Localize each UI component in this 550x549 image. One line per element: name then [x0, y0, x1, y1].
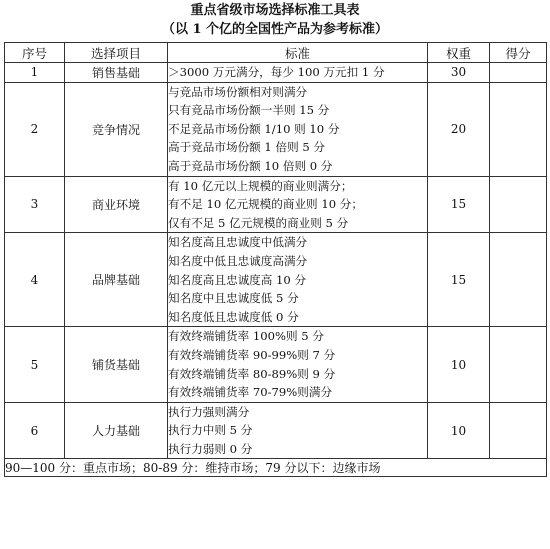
- row-standard: [168, 82, 428, 176]
- row-score: [490, 233, 547, 327]
- table-body: [5, 63, 547, 459]
- table-subtitle: （以 1 个亿的全国性产品为参考标准）: [161, 22, 389, 37]
- row-standard: [168, 63, 428, 83]
- row-index: 5: [5, 327, 65, 402]
- row-item: 商业环境: [65, 176, 168, 233]
- table-row: [5, 402, 547, 459]
- standard-line: 知名度中低且忠诚度高满分: [168, 253, 308, 268]
- table-row: [5, 233, 547, 327]
- standard-line: 知名度高且忠诚度高 10 分: [168, 272, 307, 287]
- row-item: 人力基础: [65, 402, 168, 459]
- header-score: 得分: [490, 43, 547, 63]
- standard-line: 有效终端铺货率 100%则 5 分: [168, 329, 324, 344]
- row-weight: 10: [428, 327, 490, 402]
- row-index: 4: [5, 233, 65, 327]
- standard-line: ＞3000 万元满分，每少 100 万元扣 1 分: [168, 65, 385, 79]
- row-item: 竞争情况: [65, 82, 168, 176]
- standard-line: 知名度低且忠诚度低 0 分: [168, 309, 299, 324]
- standard-line: 仅有不足 5 亿元规模的商业则 5 分: [168, 215, 349, 230]
- header-index: 序号: [5, 43, 65, 63]
- standard-line: 知名度高且忠诚度中低满分: [168, 235, 308, 250]
- standard-line: 高于竞品市场份额 1 倍则 5 分: [168, 140, 326, 155]
- standard-line: 有不足 10 亿元规模的商业则 10 分；: [168, 197, 363, 212]
- standard-line: 高于竞品市场份额 10 倍则 0 分: [168, 158, 333, 173]
- row-standard: [168, 327, 428, 402]
- table-header-row: [5, 43, 547, 63]
- row-index: 3: [5, 176, 65, 233]
- selection-criteria-table: [4, 42, 547, 477]
- row-weight: 30: [428, 63, 490, 83]
- row-item: 销售基础: [65, 63, 168, 83]
- standard-line: 不足竞品市场份额 1/10 则 10 分: [168, 121, 340, 136]
- row-index: 1: [5, 63, 65, 83]
- row-weight: 15: [428, 176, 490, 233]
- row-index: 6: [5, 402, 65, 459]
- standard-line: 执行力强则满分: [168, 404, 250, 419]
- header-item: 选择项目: [65, 43, 168, 63]
- row-weight: 10: [428, 402, 490, 459]
- footer-row: [5, 459, 547, 477]
- row-standard: [168, 233, 428, 327]
- header-weight: 权重: [428, 43, 490, 63]
- standard-line: 执行力弱则 0 分: [168, 441, 253, 456]
- row-score: [490, 82, 547, 176]
- row-score: [490, 327, 547, 402]
- row-score: [490, 63, 547, 83]
- table-row: [5, 82, 547, 176]
- row-weight: 20: [428, 82, 490, 176]
- row-item: 铺货基础: [65, 327, 168, 402]
- table-row: [5, 327, 547, 402]
- row-score: [490, 402, 547, 459]
- standard-line: 有 10 亿元以上规模的商业则满分；: [168, 178, 353, 193]
- standard-line: 有效终端铺货率 80-89%则 9 分: [168, 366, 336, 381]
- standard-line: 有效终端铺货率 90-99%则 7 分: [168, 347, 336, 362]
- row-score: [490, 176, 547, 233]
- standard-line: 与竞品市场份额相对则满分: [168, 84, 308, 99]
- header-standard: 标准: [168, 43, 428, 63]
- row-standard: [168, 402, 428, 459]
- row-weight: 15: [428, 233, 490, 327]
- row-item: 品牌基础: [65, 233, 168, 327]
- row-index: 2: [5, 82, 65, 176]
- standard-line: 执行力中则 5 分: [168, 423, 253, 438]
- table-row: [5, 63, 547, 83]
- scoring-legend: 90—100 分：重点市场；80-89 分：维持市场；79 分以下：边缘市场: [5, 459, 547, 477]
- standard-line: 只有竞品市场份额一半则 15 分: [168, 103, 330, 118]
- row-standard: [168, 176, 428, 233]
- standard-line: 知名度中且忠诚度低 5 分: [168, 291, 299, 306]
- table-title: 重点省级市场选择标准工具表: [190, 3, 360, 18]
- table-row: [5, 176, 547, 233]
- standard-line: 有效终端铺货率 70-79%则满分: [168, 385, 333, 400]
